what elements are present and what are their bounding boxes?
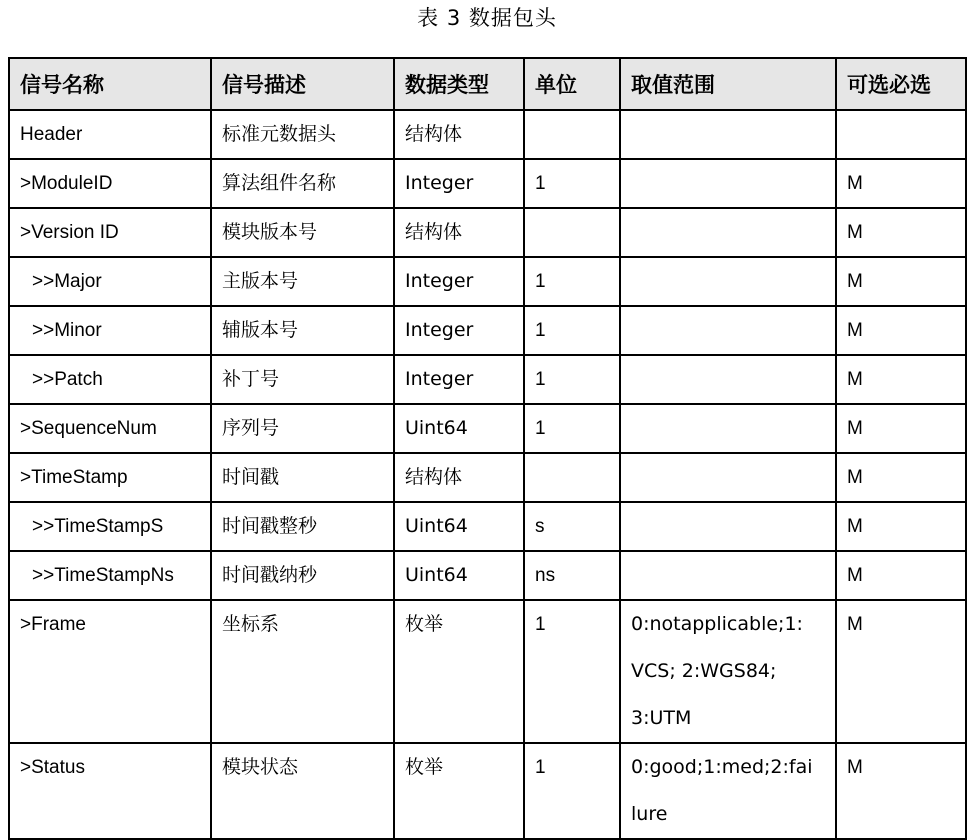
unit-cell: 1 (524, 600, 620, 743)
data-header-table (8, 57, 967, 840)
unit-cell: s (524, 502, 620, 551)
value-range-cell (620, 257, 836, 306)
data-type-cell: Integer (394, 306, 524, 355)
optional-mandatory-cell: M (836, 502, 966, 551)
optional-mandatory-cell: M (836, 743, 966, 839)
table-row (9, 208, 966, 257)
data-type-cell: 枚举 (394, 743, 524, 839)
table-row (9, 453, 966, 502)
signal-description-cell: 坐标系 (211, 600, 394, 743)
signal-name-cell: >Frame (9, 600, 211, 743)
unit-cell: 1 (524, 355, 620, 404)
optional-mandatory-cell: M (836, 600, 966, 743)
value-range-line: 0:good;1:med;2:fai (631, 756, 813, 778)
table-body (9, 110, 966, 839)
table-row (9, 110, 966, 159)
value-range-cell (620, 502, 836, 551)
signal-description-cell: 时间戳纳秒 (211, 551, 394, 600)
table-row (9, 355, 966, 404)
signal-description-cell: 时间戳整秒 (211, 502, 394, 551)
optional-mandatory-cell: M (836, 453, 966, 502)
unit-cell: 1 (524, 257, 620, 306)
table-row (9, 551, 966, 600)
table-row (9, 600, 966, 743)
signal-description-cell: 序列号 (211, 404, 394, 453)
optional-mandatory-cell: M (836, 257, 966, 306)
optional-mandatory-cell: M (836, 208, 966, 257)
unit-cell: 1 (524, 404, 620, 453)
data-type-cell: Integer (394, 355, 524, 404)
header-row (9, 58, 966, 110)
value-range-cell (620, 404, 836, 453)
signal-name-cell: >TimeStamp (9, 453, 211, 502)
optional-mandatory-cell (836, 110, 966, 159)
table-caption: 表 3 数据包头 (417, 6, 557, 30)
unit-cell: 1 (524, 306, 620, 355)
signal-description-cell: 辅版本号 (211, 306, 394, 355)
signal-description-cell: 模块版本号 (211, 208, 394, 257)
column-header-signal-name: 信号名称 (9, 58, 211, 110)
signal-name-cell: >>Major (9, 257, 211, 306)
optional-mandatory-cell: M (836, 159, 966, 208)
optional-mandatory-cell: M (836, 551, 966, 600)
unit-cell (524, 208, 620, 257)
value-range-cell (620, 159, 836, 208)
column-header-optional-mandatory: 可选必选 (836, 58, 966, 110)
value-range-cell (620, 110, 836, 159)
data-type-cell: 结构体 (394, 110, 524, 159)
value-range-line: lure (631, 803, 668, 825)
column-header-data-type: 数据类型 (394, 58, 524, 110)
table-row (9, 257, 966, 306)
value-range-line: 3:UTM (631, 707, 692, 729)
data-type-cell: 结构体 (394, 208, 524, 257)
data-type-cell: Uint64 (394, 502, 524, 551)
signal-description-cell: 补丁号 (211, 355, 394, 404)
table-row (9, 502, 966, 551)
signal-name-cell: >>TimeStampS (9, 502, 211, 551)
unit-cell (524, 453, 620, 502)
value-range-cell (620, 306, 836, 355)
column-header-unit: 单位 (524, 58, 620, 110)
table-row (9, 306, 966, 355)
signal-description-cell: 标准元数据头 (211, 110, 394, 159)
signal-name-cell: >Status (9, 743, 211, 839)
table-row (9, 404, 966, 453)
value-range-cell (620, 453, 836, 502)
signal-name-cell: >>Minor (9, 306, 211, 355)
signal-name-cell: >>TimeStampNs (9, 551, 211, 600)
table-row (9, 743, 966, 839)
value-range-cell (620, 743, 836, 839)
optional-mandatory-cell: M (836, 306, 966, 355)
signal-name-cell: >ModuleID (9, 159, 211, 208)
unit-cell: 1 (524, 743, 620, 839)
unit-cell: 1 (524, 159, 620, 208)
value-range-cell (620, 355, 836, 404)
signal-description-cell: 主版本号 (211, 257, 394, 306)
table-row (9, 159, 966, 208)
data-type-cell: Uint64 (394, 404, 524, 453)
value-range-cell (620, 551, 836, 600)
value-range-line: VCS; 2:WGS84; (631, 660, 777, 682)
signal-description-cell: 算法组件名称 (211, 159, 394, 208)
data-type-cell: Integer (394, 257, 524, 306)
data-type-cell: Uint64 (394, 551, 524, 600)
data-type-cell: 结构体 (394, 453, 524, 502)
unit-cell (524, 110, 620, 159)
signal-name-cell: >>Patch (9, 355, 211, 404)
value-range-cell (620, 600, 836, 743)
column-header-signal-description: 信号描述 (211, 58, 394, 110)
data-type-cell: 枚举 (394, 600, 524, 743)
column-header-value-range: 取值范围 (620, 58, 836, 110)
signal-description-cell: 时间戳 (211, 453, 394, 502)
optional-mandatory-cell: M (836, 355, 966, 404)
signal-description-cell: 模块状态 (211, 743, 394, 839)
optional-mandatory-cell: M (836, 404, 966, 453)
data-type-cell: Integer (394, 159, 524, 208)
unit-cell: ns (524, 551, 620, 600)
value-range-line: 0:notapplicable;1: (631, 613, 803, 635)
value-range-cell (620, 208, 836, 257)
signal-name-cell: >SequenceNum (9, 404, 211, 453)
signal-name-cell: >Version ID (9, 208, 211, 257)
signal-name-cell: Header (9, 110, 211, 159)
